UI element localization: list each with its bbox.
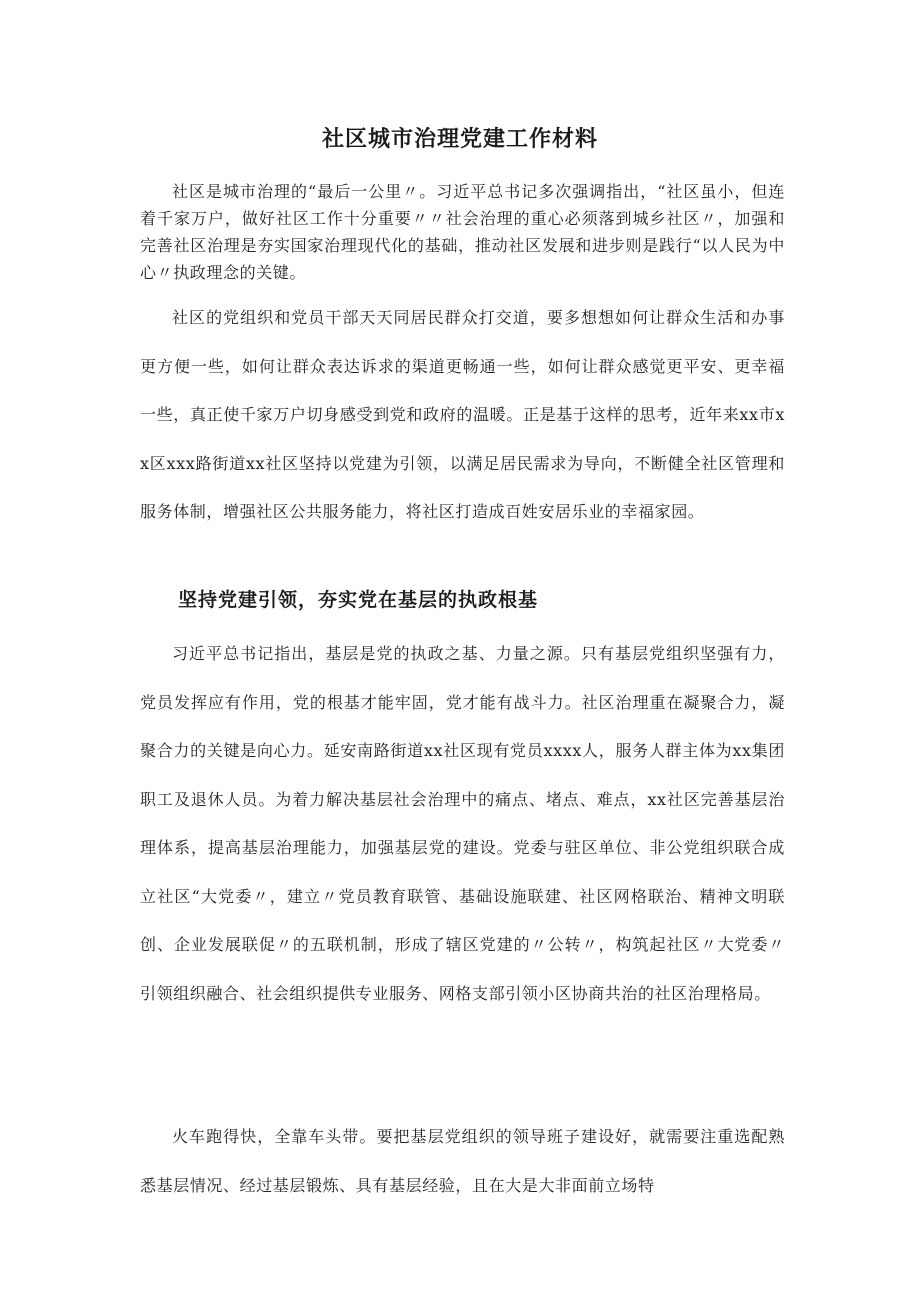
section-paragraph-1: 习近平总书记指出，基层是党的执政之基、力量之源。只有基层党组织坚强有力，党员发挥应有作用，党的根基才能牢固，党才能有战斗力。社区治理重在凝聚合力，凝聚合力的关键是向心力。延安南路街道xx社区现有党员xxxx人，服务人群主体为xx集团职工及退休人员。为着力解决基层社会治理中的痛点、堵点、难点，xx社区完善基层治理体系，提高基层治理能力，加强基层党的建设。党委与驻区单位、非公党组织联合成立社区“大党委〃，建立〃党员教育联管、基础设施联建、社区网格联治、精神文明联创、企业发展联促〃的五联机制，形成了辖区党建的〃公转〃，构筑起社区〃大党委〃引领组织融合、社会组织提供专业服务、网格支部引领小区协商共治的社区治理格局。 — [140, 644, 785, 1003]
section-paragraph-2: 火车跑得快，全靠车头带。要把基层党组织的领导班子建设好，就需要注重选配熟悉基层情况、经过基层锻炼、具有基层经验，且在大是大非面前立场特 — [140, 1127, 785, 1195]
intro-paragraph: 社区是城市治理的“最后一公里〃。习近平总书记多次强调指出，“社区虽小，但连着千家万户，做好社区工作十分重要〃〃社会治理的重心必须落到城乡社区〃，加强和完善社区治理是夯实国家治理现代化的基础，推动社区发展和进步则是践行“以人民为中心〃执政理念的关键。 — [140, 182, 785, 282]
document-title: 社区城市治理党建工作材料 — [321, 127, 598, 152]
community-paragraph: 社区的党组织和党员干部天天同居民群众打交道，要多想想如何让群众生活和办事更方便一些，如何让群众表达诉求的渠道更畅通一些，如何让群众感觉更平安、更幸福一些，真正使千家万户切身感受到党和政府的温暖。正是基于这样的思考，近年来xx市xx区xxx路街道xx社区坚持以党建为引领，以满足居民需求为导向，不断健全社区管理和服务体制，增强社区公共服务能力，将社区打造成百姓安居乐业的幸福家园。 — [140, 308, 785, 521]
section-heading: 坚持党建引领，夯实党在基层的执政根基 — [178, 589, 539, 611]
